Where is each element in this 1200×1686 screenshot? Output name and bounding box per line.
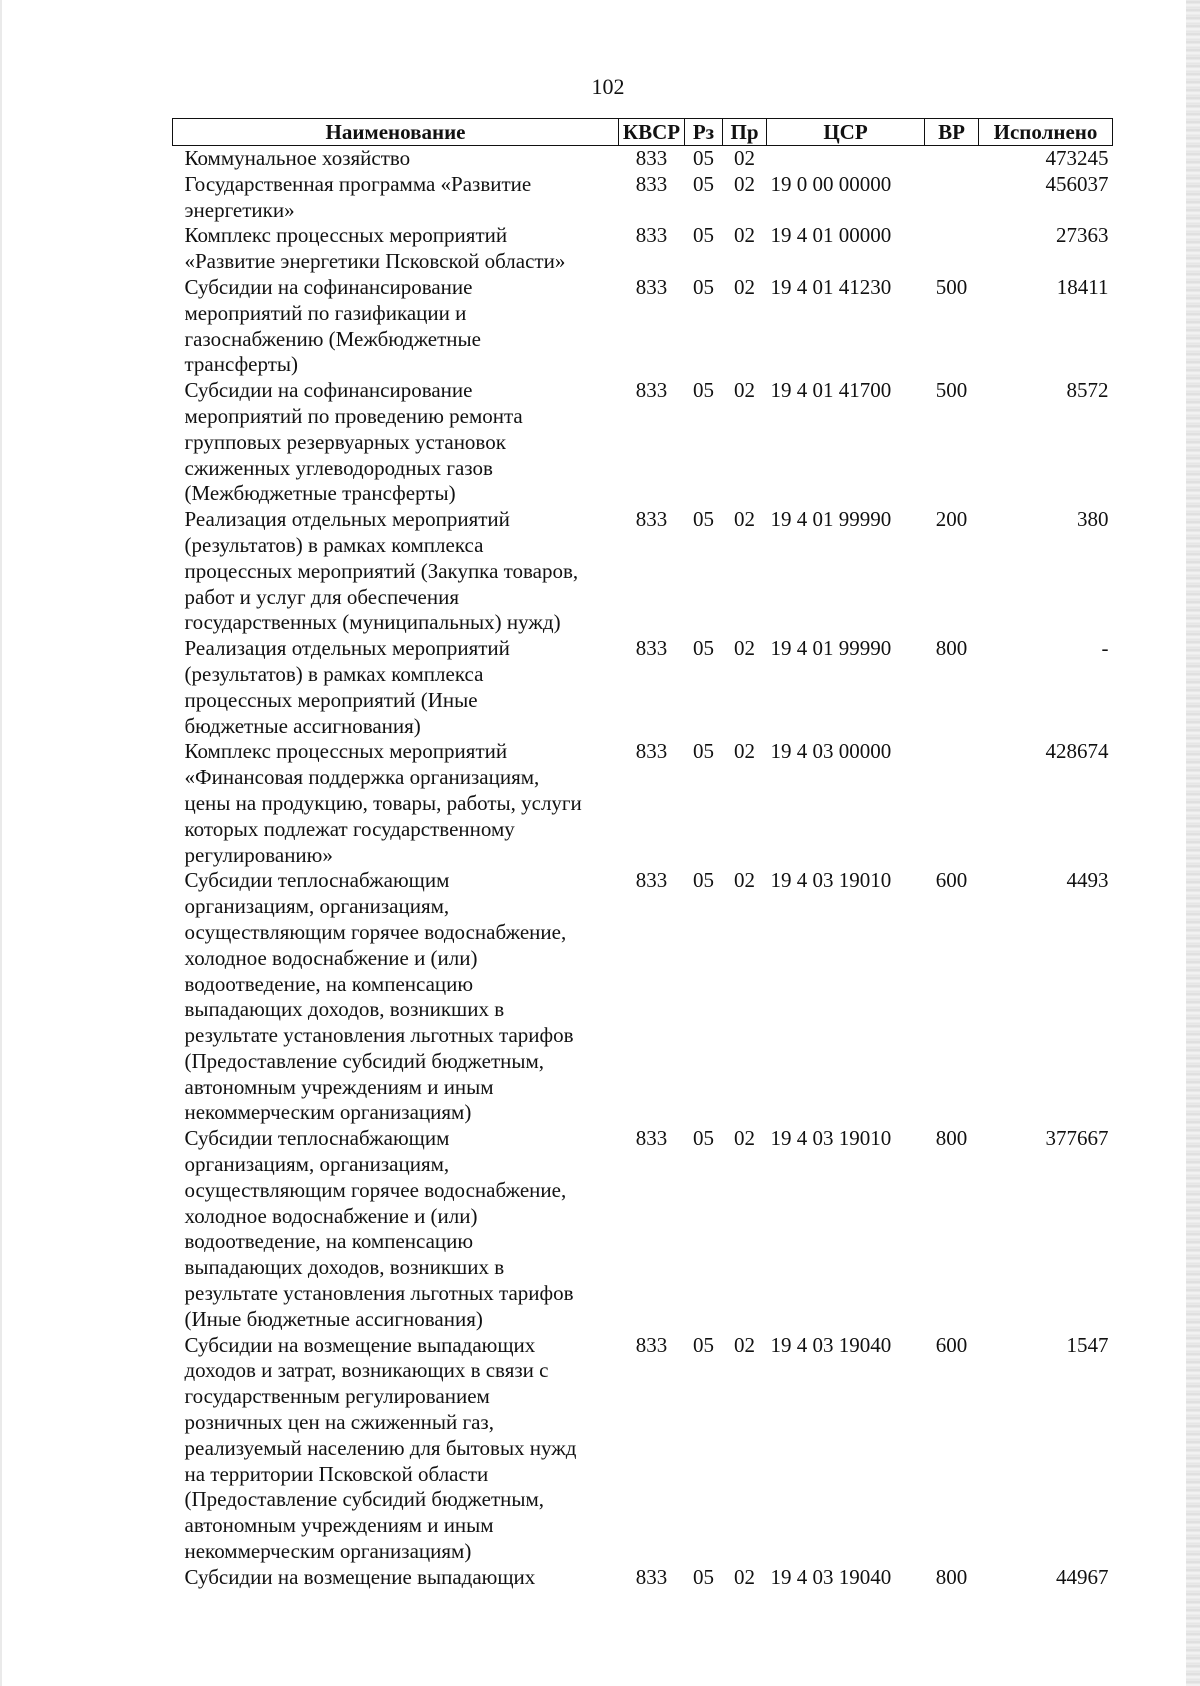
- row-name-line: Субсидии на софинансирование: [184, 378, 473, 403]
- row-name-line: некоммерческим организациям): [184, 1100, 472, 1125]
- row-name-line: газоснабжению (Межбюджетные: [184, 326, 481, 351]
- row-rz: 05: [693, 1564, 714, 1589]
- row-name-line: (результатов) в рамках комплекса: [184, 532, 484, 557]
- row-kvsr: 833: [635, 378, 668, 403]
- row-name-line: автономным учреждениям и иным: [184, 1513, 494, 1538]
- row-rz: 05: [693, 507, 714, 532]
- row-name-line: (результатов) в рамках комплекса: [184, 661, 484, 686]
- row-pr: 02: [734, 739, 755, 764]
- row-name-line: некоммерческим организациям): [184, 1539, 472, 1564]
- row-vr: [925, 223, 979, 275]
- row-rz: 05: [693, 146, 714, 170]
- row-pr: 02: [734, 868, 755, 893]
- table-row: [173, 146, 1113, 172]
- row-name-line: доходов и затрат, возникающих в связи с: [184, 1358, 549, 1383]
- row-name-line: осуществляющим горячее водоснабжение,: [184, 919, 567, 944]
- row-executed: 456037: [1045, 171, 1109, 196]
- row-name-line: выпадающих доходов, возникших в: [184, 997, 505, 1022]
- row-name-line: выпадающих доходов, возникших в: [184, 1255, 505, 1280]
- row-name-line: холодное водоснабжение и (или): [184, 1203, 478, 1228]
- row-name-line: водоотведение, на компенсацию: [184, 971, 474, 996]
- row-name-line: (Иные бюджетные ассигнования): [184, 1306, 483, 1331]
- row-name-line: мероприятий по газификации и: [184, 300, 467, 325]
- row-kvsr: 833: [635, 868, 668, 893]
- row-name-line: регулированию»: [184, 842, 333, 867]
- row-pr: 02: [734, 636, 755, 661]
- header-csr: ЦСР: [767, 119, 925, 146]
- row-name-line: Комплекс процессных мероприятий: [184, 739, 508, 764]
- row-name-line: (Предоставление субсидий бюджетным,: [184, 1487, 545, 1512]
- header-name: Наименование: [173, 119, 619, 146]
- row-name: [173, 1565, 619, 1591]
- row-executed: 27363: [1056, 223, 1109, 248]
- row-executed: 4493: [1066, 868, 1109, 893]
- row-name: [173, 636, 619, 739]
- row-rz: 05: [693, 868, 714, 893]
- row-name-line: мероприятий по проведению ремонта: [184, 403, 523, 428]
- row-pr: 02: [734, 1332, 755, 1357]
- row-name-line: государственным регулированием: [184, 1384, 490, 1409]
- row-name-line: цены на продукцию, товары, работы, услуги: [184, 790, 582, 815]
- row-name-line: «Развитие энергетики Псковской области»: [184, 249, 566, 274]
- scan-edge-left: [0, 0, 2, 1686]
- row-csr: 19 4 03 19040: [770, 1332, 892, 1357]
- row-name-line: процессных мероприятий (Иные: [184, 687, 478, 712]
- row-name-line: энергетики»: [184, 197, 295, 222]
- table-row: [173, 507, 1113, 636]
- row-executed: 18411: [1056, 274, 1109, 299]
- row-kvsr: 833: [635, 636, 668, 661]
- row-rz: 05: [693, 274, 714, 299]
- header-rz: Рз: [685, 119, 723, 146]
- row-rz: 05: [693, 739, 714, 764]
- header-executed: Исполнено: [979, 119, 1113, 146]
- row-vr: 500: [935, 274, 968, 299]
- row-name-line: Субсидии на возмещение выпадающих: [184, 1564, 536, 1589]
- table-row: [173, 1333, 1113, 1565]
- row-name-line: Реализация отдельных мероприятий: [184, 636, 510, 661]
- page-number: 102: [591, 74, 625, 99]
- row-pr: 02: [734, 146, 755, 170]
- row-name-line: государственных (муниципальных) нужд): [184, 610, 561, 635]
- row-pr: 02: [734, 507, 755, 532]
- row-name: [173, 378, 619, 507]
- row-rz: 05: [693, 636, 714, 661]
- row-rz: 05: [693, 223, 714, 248]
- row-name-line: результате установления льготных тарифов: [184, 1281, 574, 1306]
- row-name-line: Субсидии на софинансирование: [184, 274, 473, 299]
- row-name-line: организациям, организациям,: [184, 1152, 450, 1177]
- row-name-line: организациям, организациям,: [184, 894, 450, 919]
- row-vr: 500: [935, 378, 968, 403]
- table-header: [173, 119, 1113, 146]
- row-name-line: осуществляющим горячее водоснабжение,: [184, 1177, 567, 1202]
- row-name-line: холодное водоснабжение и (или): [184, 945, 478, 970]
- row-csr: 19 4 01 41700: [770, 378, 892, 403]
- row-pr: 02: [734, 378, 755, 403]
- row-name: [173, 146, 619, 172]
- row-pr: 02: [734, 223, 755, 248]
- row-name-line: автономным учреждениям и иным: [184, 1074, 494, 1099]
- table-row: [173, 223, 1113, 275]
- row-name-line: групповых резервуарных установок: [184, 429, 506, 454]
- row-csr: 19 4 03 19010: [770, 868, 892, 893]
- row-pr: 02: [734, 171, 755, 196]
- row-name-line: процессных мероприятий (Закупка товаров,: [184, 558, 579, 583]
- row-pr: 02: [734, 1126, 755, 1151]
- row-vr: 800: [935, 1564, 968, 1589]
- row-rz: 05: [693, 378, 714, 403]
- row-kvsr: 833: [635, 1126, 668, 1151]
- row-rz: 05: [693, 171, 714, 196]
- row-name-line: работ и услуг для обеспечения: [184, 584, 460, 609]
- row-executed: 428674: [1045, 739, 1109, 764]
- row-executed: 44967: [1056, 1564, 1109, 1589]
- row-name-line: Субсидии на возмещение выпадающих: [184, 1332, 536, 1357]
- row-name: [173, 275, 619, 378]
- row-kvsr: 833: [635, 146, 668, 170]
- row-executed: 1547: [1066, 1332, 1109, 1357]
- row-kvsr: 833: [635, 1564, 668, 1589]
- row-rz: 05: [693, 1126, 714, 1151]
- row-name: [173, 1126, 619, 1332]
- row-name: [173, 739, 619, 868]
- row-csr: 19 4 03 19010: [770, 1126, 892, 1151]
- row-name-line: водоотведение, на компенсацию: [184, 1229, 474, 1254]
- row-vr: 200: [935, 507, 968, 532]
- table-row: [173, 1126, 1113, 1332]
- row-vr: 800: [935, 1126, 968, 1151]
- table-row: [173, 378, 1113, 507]
- row-vr: [925, 739, 979, 868]
- row-name-line: трансферты): [184, 352, 299, 377]
- row-vr: 600: [935, 1332, 968, 1357]
- row-pr: 02: [734, 274, 755, 299]
- row-name: [173, 172, 619, 224]
- table-row: [173, 868, 1113, 1126]
- row-csr: 19 4 03 00000: [770, 739, 892, 764]
- row-name: [173, 1333, 619, 1565]
- row-executed: 473245: [1045, 146, 1109, 170]
- row-kvsr: 833: [635, 171, 668, 196]
- row-vr: [925, 146, 979, 172]
- row-name: [173, 223, 619, 275]
- header-pr: Пр: [723, 119, 767, 146]
- row-vr: 800: [935, 636, 968, 661]
- table-body: [173, 146, 1113, 1591]
- table-row: [173, 1565, 1113, 1591]
- row-name-line: реализуемый населению для бытовых нужд: [184, 1435, 577, 1460]
- row-kvsr: 833: [635, 507, 668, 532]
- header-row: [173, 119, 1113, 146]
- budget-table: [172, 118, 1113, 1591]
- row-name-line: результате установления льготных тарифов: [184, 1023, 574, 1048]
- row-name-line: Коммунальное хозяйство: [184, 146, 411, 170]
- row-name: [173, 868, 619, 1126]
- row-name-line: сжиженных углеводородных газов: [184, 455, 493, 480]
- header-kvsr: КВСР: [619, 119, 685, 146]
- header-vr: ВР: [925, 119, 979, 146]
- row-rz: 05: [693, 1332, 714, 1357]
- table-row: [173, 172, 1113, 224]
- row-name-line: «Финансовая поддержка организациям,: [184, 765, 540, 790]
- row-csr: 19 4 01 99990: [770, 507, 892, 532]
- row-executed: 377667: [1045, 1126, 1109, 1151]
- row-name-line: розничных цен на сжиженный газ,: [184, 1410, 494, 1435]
- row-name-line: которых подлежат государственному: [184, 816, 515, 841]
- row-vr: [925, 172, 979, 224]
- row-name-line: Субсидии теплоснабжающим: [184, 868, 450, 893]
- row-kvsr: 833: [635, 739, 668, 764]
- row-kvsr: 833: [635, 223, 668, 248]
- row-kvsr: 833: [635, 274, 668, 299]
- row-name-line: Комплекс процессных мероприятий: [184, 223, 508, 248]
- table-row: [173, 636, 1113, 739]
- row-name: [173, 507, 619, 636]
- row-executed: 8572: [1066, 378, 1109, 403]
- row-executed: -: [1101, 636, 1109, 661]
- row-csr: [767, 146, 925, 172]
- row-csr: 19 4 03 19040: [770, 1564, 892, 1589]
- row-csr: 19 4 01 41230: [770, 274, 892, 299]
- row-name-line: бюджетные ассигнования): [184, 713, 421, 738]
- row-csr: 19 4 01 00000: [770, 223, 892, 248]
- row-name-line: Субсидии теплоснабжающим: [184, 1126, 450, 1151]
- row-kvsr: 833: [635, 1332, 668, 1357]
- row-name-line: (Предоставление субсидий бюджетным,: [184, 1048, 545, 1073]
- row-csr: 19 4 01 99990: [770, 636, 892, 661]
- row-executed: 380: [1077, 507, 1109, 532]
- row-vr: 600: [935, 868, 968, 893]
- row-csr: 19 0 00 00000: [770, 171, 892, 196]
- row-name-line: Реализация отдельных мероприятий: [184, 507, 510, 532]
- table-row: [173, 739, 1113, 868]
- row-pr: 02: [734, 1564, 755, 1589]
- table-row: [173, 275, 1113, 378]
- row-name-line: Государственная программа «Развитие: [184, 171, 532, 196]
- row-name-line: на территории Псковской области: [184, 1461, 489, 1486]
- row-name-line: (Межбюджетные трансферты): [184, 481, 456, 506]
- scan-edge-right: [1186, 0, 1200, 1686]
